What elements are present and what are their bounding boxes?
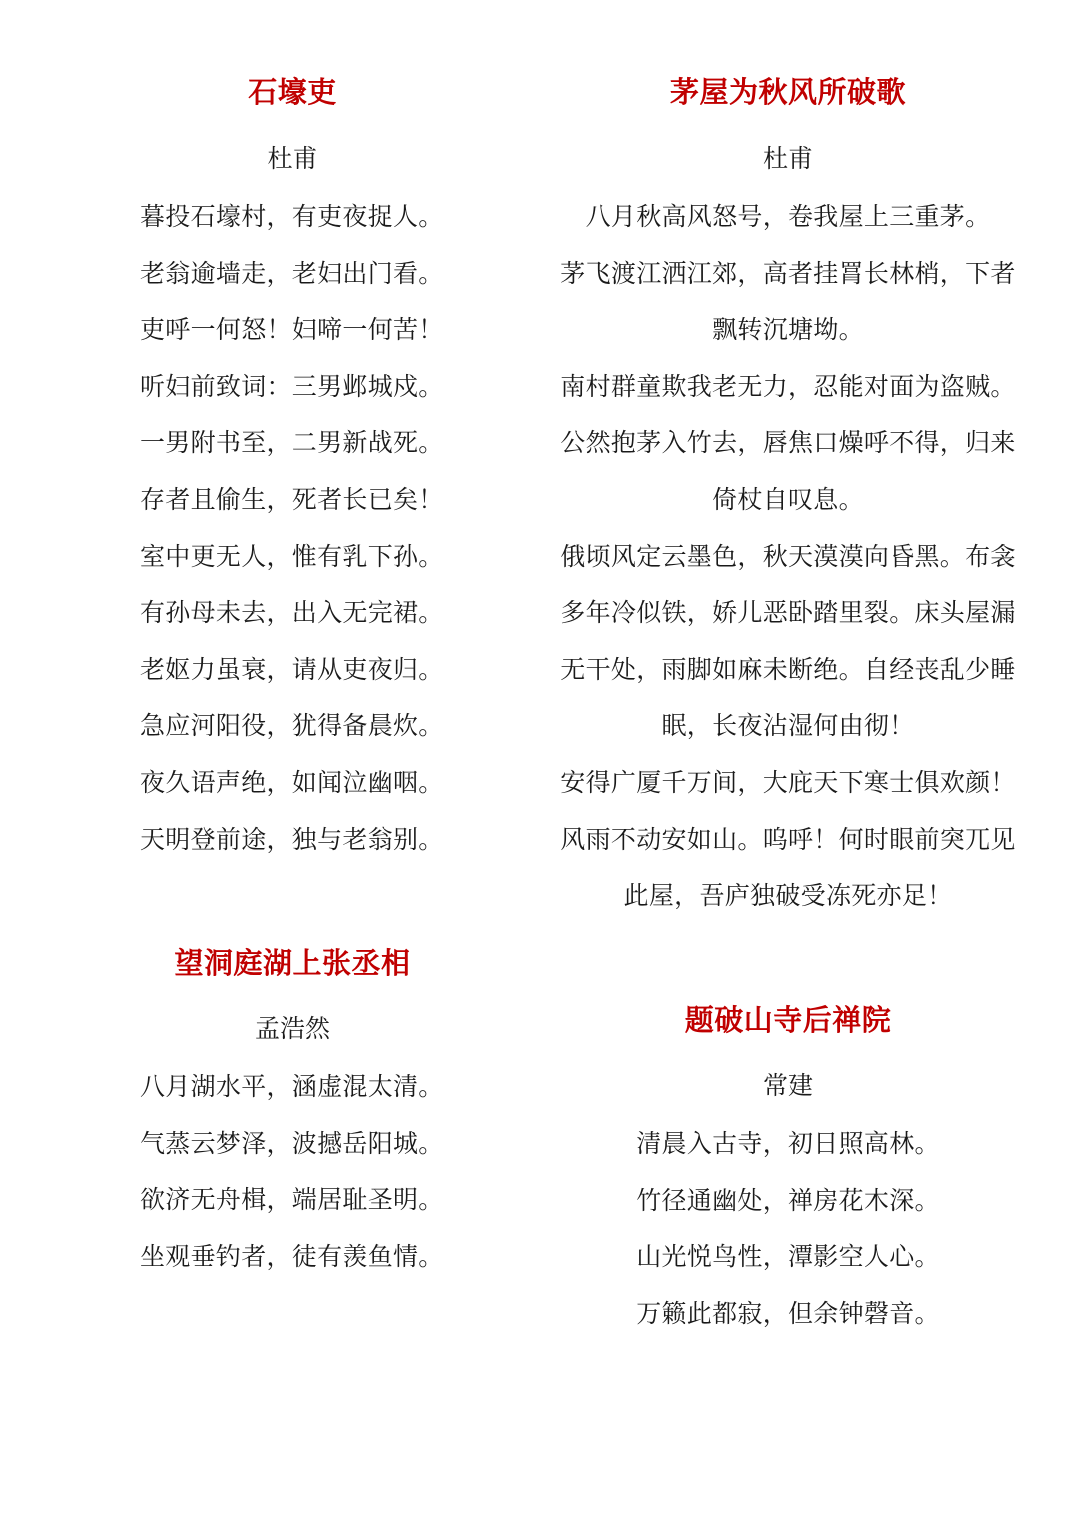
poem-line: 竹径通幽处，禅房花木深。 xyxy=(636,1185,940,1215)
poem-line: 清晨入古寺，初日照高林。 xyxy=(636,1129,940,1158)
poem-line: 眠，长夜沾湿何由彻！ xyxy=(661,711,915,741)
poem-line: 山光悦鸟性，潭影空人心。 xyxy=(636,1242,940,1272)
poem-line: 八月湖水平，涵虚混太清。 xyxy=(140,1072,444,1101)
poem-poshansi xyxy=(558,1000,1018,1342)
poem-line: 倚杖自叹息。 xyxy=(712,484,864,514)
poem-author: 孟浩然 xyxy=(254,1014,330,1043)
poem-line: 欲济无舟楫，端居耻圣明。 xyxy=(140,1185,444,1215)
poem-title: 题破山寺后禅院 xyxy=(684,1003,892,1037)
poem-body xyxy=(140,1059,445,1285)
poem-body xyxy=(558,1116,1018,1342)
poem-title: 茅屋为秋风所破歌 xyxy=(669,75,906,109)
poem-line: 夜久语声绝，如闻泣幽咽。 xyxy=(140,767,444,797)
poem-maowu xyxy=(558,72,1018,925)
poem-line: 吏呼一何怒！妇啼一何苦！ xyxy=(140,315,444,345)
poem-line: 飘转沉塘坳。 xyxy=(712,315,864,345)
poem-line: 此屋，吾庐独破受冻死亦足！ xyxy=(623,881,953,911)
poem-line: 有孙母未去，出入无完裙。 xyxy=(140,598,444,628)
poem-line: 公然抱茅入竹去，唇焦口燥呼不得，归来 xyxy=(560,428,1016,458)
poem-line: 暮投石壕村，有吏夜捉人。 xyxy=(140,202,444,231)
poem-line: 老妪力虽衰，请从吏夜归。 xyxy=(140,654,444,684)
poem-line: 南村群童欺我老无力，忍能对面为盗贼。 xyxy=(560,371,1016,401)
poem-line: 天明登前途，独与老翁别。 xyxy=(140,824,444,854)
poem-line: 万籁此都寂，但余钟磬音。 xyxy=(636,1298,940,1328)
poem-author: 常建 xyxy=(762,1071,813,1100)
poem-line: 风雨不动安如山。呜呼！何时眼前突兀见 xyxy=(560,824,1016,854)
poem-title: 望洞庭湖上张丞相 xyxy=(174,946,411,980)
poem-author: 杜甫 xyxy=(762,144,813,173)
poem-author: 杜甫 xyxy=(267,144,318,173)
poem-body xyxy=(558,189,1018,925)
poem-line: 无干处，雨脚如麻未断绝。自经丧乱少睡 xyxy=(560,654,1016,684)
poem-line: 一男附书至，二男新战死。 xyxy=(140,428,444,458)
poem-line: 听妇前致词：三男邺城戍。 xyxy=(140,371,444,401)
poem-line: 急应河阳役，犹得备晨炊。 xyxy=(140,711,444,741)
poem-line: 俄顷风定云墨色，秋天漠漠向昏黑。布衾 xyxy=(560,541,1016,571)
poem-title: 石壕吏 xyxy=(248,75,337,109)
poem-line: 坐观垂钓者，徒有羡鱼情。 xyxy=(140,1241,444,1271)
poem-body xyxy=(140,189,445,868)
poem-line: 茅飞渡江洒江郊，高者挂罥长林梢，下者 xyxy=(560,258,1016,288)
poem-line: 老翁逾墙走，老妇出门看。 xyxy=(140,258,444,288)
poem-line: 八月秋高风怒号，卷我屋上三重茅。 xyxy=(585,202,991,231)
poem-line: 气蒸云梦泽，波撼岳阳城。 xyxy=(140,1128,444,1158)
poem-line: 室中更无人，惟有乳下孙。 xyxy=(140,541,444,571)
poem-line: 安得广厦千万间，大庇天下寒士俱欢颜！ xyxy=(560,767,1016,797)
poem-dongting xyxy=(140,943,445,1285)
poem-line: 存者且偷生，死者长已矣！ xyxy=(140,484,444,514)
poem-line: 多年冷似铁，娇儿恶卧踏里裂。床头屋漏 xyxy=(560,598,1016,628)
poem-shihaoli xyxy=(140,72,445,868)
